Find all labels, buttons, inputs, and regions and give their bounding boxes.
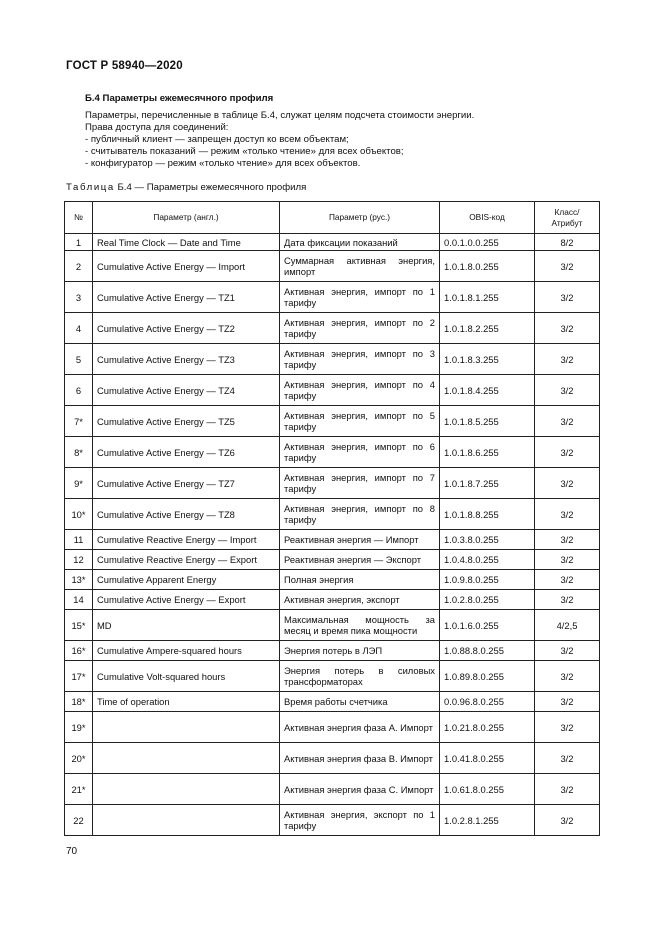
cell-ru: Суммарная активная энергия, импорт: [280, 251, 440, 282]
cell-num: 13*: [65, 570, 93, 590]
paragraph-line: - публичный клиент — запрещен доступ ко всем объектам;: [85, 134, 349, 145]
cell-ru: Полная энергия: [280, 570, 440, 590]
cell-en: Cumulative Active Energy — TZ3: [93, 344, 280, 375]
cell-ru: Активная энергия, импорт по 1 тарифу: [280, 282, 440, 313]
table-row: [65, 375, 600, 406]
cell-ru: Активная энергия, импорт по 8 тарифу: [280, 499, 440, 530]
cell-obis: 1.0.41.8.0.255: [440, 743, 535, 774]
cell-ru: Реактивная энергия — Экспорт: [280, 550, 440, 570]
cell-num: 4: [65, 313, 93, 344]
cell-obis: 1.0.1.6.0.255: [440, 610, 535, 641]
table-row: [65, 661, 600, 692]
cell-obis: 1.0.4.8.0.255: [440, 550, 535, 570]
cell-en: MD: [93, 610, 280, 641]
cell-en: Cumulative Ampere-squared hours: [93, 641, 280, 661]
cell-num: 10*: [65, 499, 93, 530]
table-row: [65, 251, 600, 282]
table-row: [65, 743, 600, 774]
table-row: [65, 641, 600, 661]
table-row: [65, 530, 600, 550]
cell-num: 9*: [65, 468, 93, 499]
cell-ru: Энергия потерь в ЛЭП: [280, 641, 440, 661]
cell-num: 17*: [65, 661, 93, 692]
cell-en: Cumulative Active Energy — TZ5: [93, 406, 280, 437]
cell-en: Time of operation: [93, 692, 280, 712]
paragraph-line: Параметры, перечисленные в таблице Б.4, служат целям подсчета стоимости энергии.: [85, 110, 475, 121]
cell-cls: 3/2: [535, 570, 600, 590]
cell-cls: 3/2: [535, 590, 600, 610]
cell-en: Cumulative Active Energy — TZ4: [93, 375, 280, 406]
cell-num: 7*: [65, 406, 93, 437]
table-row: [65, 805, 600, 836]
paragraph-line: - конфигуратор — режим «только чтение» для всех объектов.: [85, 158, 361, 169]
cell-cls: 3/2: [535, 805, 600, 836]
cell-en: Cumulative Active Energy — Import: [93, 251, 280, 282]
cell-en: Cumulative Active Energy — TZ1: [93, 282, 280, 313]
table-row: [65, 610, 600, 641]
cell-cls: 3/2: [535, 550, 600, 570]
cell-ru: Энергия потерь в силовых трансформаторах: [280, 661, 440, 692]
cell-obis: 1.0.1.8.2.255: [440, 313, 535, 344]
cell-ru: Время работы счетчика: [280, 692, 440, 712]
cell-en: [93, 743, 280, 774]
table-caption: [66, 182, 306, 193]
cell-cls: 3/2: [535, 499, 600, 530]
paragraph-line: - считыватель показаний — режим «только чтение» для всех объектов;: [85, 146, 404, 157]
cell-num: 21*: [65, 774, 93, 805]
cell-cls: 3/2: [535, 712, 600, 743]
cell-cls: 3/2: [535, 313, 600, 344]
cell-num: 19*: [65, 712, 93, 743]
cell-num: 2: [65, 251, 93, 282]
cell-obis: 0.0.96.8.0.255: [440, 692, 535, 712]
cell-cls: 3/2: [535, 468, 600, 499]
cell-ru: Активная энергия, экспорт по 1 тарифу: [280, 805, 440, 836]
cell-obis: 1.0.1.8.8.255: [440, 499, 535, 530]
cell-ru: Активная энергия, импорт по 3 тарифу: [280, 344, 440, 375]
cell-en: Cumulative Apparent Energy: [93, 570, 280, 590]
table-row: [65, 499, 600, 530]
cell-en: Cumulative Active Energy — TZ6: [93, 437, 280, 468]
cell-num: 8*: [65, 437, 93, 468]
cell-cls: 3/2: [535, 743, 600, 774]
cell-num: 15*: [65, 610, 93, 641]
cell-ru: Активная энергия, импорт по 4 тарифу: [280, 375, 440, 406]
cell-obis: 1.0.1.8.4.255: [440, 375, 535, 406]
cell-cls: 3/2: [535, 641, 600, 661]
cell-en: Cumulative Reactive Energy — Import: [93, 530, 280, 550]
cell-cls: 3/2: [535, 375, 600, 406]
cell-ru: Активная энергия фаза B. Импорт: [280, 743, 440, 774]
cell-ru: Реактивная энергия — Импорт: [280, 530, 440, 550]
parameters-table: [64, 201, 600, 836]
cell-en: Cumulative Active Energy — TZ7: [93, 468, 280, 499]
cell-cls: 3/2: [535, 661, 600, 692]
cell-obis: 1.0.9.8.0.255: [440, 570, 535, 590]
cell-obis: 1.0.1.8.3.255: [440, 344, 535, 375]
header-attribute: Атрибут: [551, 217, 583, 228]
cell-ru: Дата фиксации показаний: [280, 234, 440, 251]
table-row: [65, 692, 600, 712]
table-row: [65, 590, 600, 610]
table-row: [65, 437, 600, 468]
header-obis: OBIS-код: [440, 202, 535, 234]
table-header-row: [65, 202, 600, 234]
cell-obis: 1.0.88.8.0.255: [440, 641, 535, 661]
cell-obis: 1.0.1.8.5.255: [440, 406, 535, 437]
cell-cls: 3/2: [535, 692, 600, 712]
cell-cls: 3/2: [535, 406, 600, 437]
cell-ru: Активная энергия, импорт по 6 тарифу: [280, 437, 440, 468]
cell-en: Cumulative Active Energy — TZ2: [93, 313, 280, 344]
cell-ru: Максимальная мощность за месяц и время пика мощности: [280, 610, 440, 641]
cell-obis: 1.0.21.8.0.255: [440, 712, 535, 743]
table-caption-prefix: Таблица: [66, 182, 115, 193]
cell-obis: 1.0.1.8.6.255: [440, 437, 535, 468]
cell-num: 22: [65, 805, 93, 836]
cell-cls: 3/2: [535, 251, 600, 282]
cell-num: 16*: [65, 641, 93, 661]
cell-num: 20*: [65, 743, 93, 774]
cell-ru: Активная энергия фаза C. Импорт: [280, 774, 440, 805]
cell-en: Cumulative Active Energy — TZ8: [93, 499, 280, 530]
table-row: [65, 313, 600, 344]
table-row: [65, 406, 600, 437]
cell-obis: 0.0.1.0.0.255: [440, 234, 535, 251]
table-row: [65, 282, 600, 313]
header-num: №: [65, 202, 93, 234]
cell-num: 18*: [65, 692, 93, 712]
paragraph-line: Права доступа для соединений:: [85, 122, 229, 133]
cell-obis: 1.0.3.8.0.255: [440, 530, 535, 550]
cell-en: Cumulative Reactive Energy — Export: [93, 550, 280, 570]
cell-obis: 1.0.2.8.0.255: [440, 590, 535, 610]
header-class: Класс/: [554, 206, 580, 217]
cell-num: 14: [65, 590, 93, 610]
cell-cls: 4/2,5: [535, 610, 600, 641]
cell-en: Real Time Clock — Date and Time: [93, 234, 280, 251]
section-title: Б.4 Параметры ежемесячного профиля: [85, 93, 274, 104]
cell-num: 5: [65, 344, 93, 375]
table-row: [65, 550, 600, 570]
cell-ru: Активная энергия, импорт по 2 тарифу: [280, 313, 440, 344]
cell-ru: Активная энергия фаза A. Импорт: [280, 712, 440, 743]
cell-en: Cumulative Active Energy — Export: [93, 590, 280, 610]
cell-obis: 1.0.1.8.0.255: [440, 251, 535, 282]
header-param-en: Параметр (англ.): [93, 202, 280, 234]
cell-cls: 3/2: [535, 282, 600, 313]
cell-num: 3: [65, 282, 93, 313]
cell-obis: 1.0.1.8.7.255: [440, 468, 535, 499]
table-row: [65, 234, 600, 251]
cell-en: [93, 774, 280, 805]
table-row: [65, 468, 600, 499]
cell-en: Cumulative Volt-squared hours: [93, 661, 280, 692]
cell-en: [93, 805, 280, 836]
cell-ru: Активная энергия, экспорт: [280, 590, 440, 610]
standard-header: ГОСТ Р 58940—2020: [66, 60, 183, 72]
header-param-ru: Параметр (рус.): [280, 202, 440, 234]
cell-num: 1: [65, 234, 93, 251]
cell-ru: Активная энергия, импорт по 7 тарифу: [280, 468, 440, 499]
cell-ru: Активная энергия, импорт по 5 тарифу: [280, 406, 440, 437]
cell-num: 6: [65, 375, 93, 406]
cell-cls: 3/2: [535, 344, 600, 375]
cell-en: [93, 712, 280, 743]
cell-cls: 3/2: [535, 774, 600, 805]
table-row: [65, 570, 600, 590]
table-row: [65, 344, 600, 375]
cell-cls: 3/2: [535, 437, 600, 468]
cell-cls: 3/2: [535, 530, 600, 550]
table-caption-text: Б.4 — Параметры ежемесячного профиля: [117, 182, 307, 193]
header-class-attr: [535, 202, 600, 234]
cell-obis: 1.0.89.8.0.255: [440, 661, 535, 692]
cell-obis: 1.0.61.8.0.255: [440, 774, 535, 805]
table-row: [65, 774, 600, 805]
cell-obis: 1.0.2.8.1.255: [440, 805, 535, 836]
cell-num: 12: [65, 550, 93, 570]
cell-cls: 8/2: [535, 234, 600, 251]
table-row: [65, 712, 600, 743]
cell-obis: 1.0.1.8.1.255: [440, 282, 535, 313]
cell-num: 11: [65, 530, 93, 550]
page-number: 70: [66, 846, 78, 857]
